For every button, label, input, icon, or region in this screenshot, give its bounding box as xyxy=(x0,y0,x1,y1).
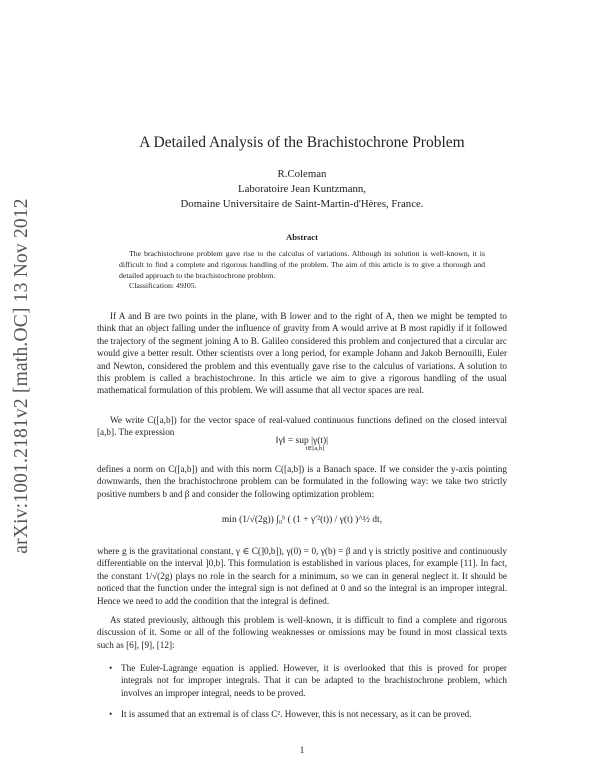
paragraph-intro xyxy=(97,310,507,397)
arxiv-stamp xyxy=(2,176,42,576)
classification: Classification: 49J05. xyxy=(129,281,197,291)
paragraph-1: If A and B are two points in the plane, with B lower and to the right of A, then we might be tempted to think that an object falling under the influence of gravity from A would arrive at B most rapidly if it followed the trajectory of the segment joining A to B. Galileo considered this problem and conjectured that a circular arc would give a better result. Other scientists over a long period, for example Johann and Jakob Bernouilli, Euler and Newton, considered the problem and this eventually gave rise to the calculus of variations. A solution to this problem is called a brachistochrone. In this article we aim to give a rigorous handling of the usual mathematical formulation of this problem. We will assume that all vector spaces are real. xyxy=(97,311,507,396)
list-item: • The Euler-Lagrange equation is applied. However, it is overlooked that this is proved for proper integrals not for improper integrals. That it can be adapted to the brachistochrone problem, which involves an improper integral, needs to be proved. xyxy=(121,662,507,699)
equation-brachistochrone xyxy=(97,515,507,525)
paragraph-2: We write C([a,b]) for the vector space of real-valued continuous functions defined on the closed interval [a,b]. The expression xyxy=(97,415,507,438)
abstract-heading: Abstract xyxy=(286,232,318,242)
arxiv-id: arXiv:1001.2181v2 [math.OC] 13 Nov 2012 xyxy=(11,198,32,554)
page-number: 1 xyxy=(299,746,305,756)
paragraph-formulation xyxy=(97,463,507,500)
author-name: R.Coleman xyxy=(277,168,327,180)
abstract xyxy=(119,249,485,292)
paper-title: A Detailed Analysis of the Brachistochrone Problem xyxy=(139,134,465,151)
paragraph-weaknesses xyxy=(97,614,507,651)
paragraph-constraints xyxy=(97,545,507,607)
paragraph-4: where g is the gravitational constant, γ ∈ C(]0,b]), γ(0) = 0, γ(b) = β and γ is strictly positive and continuously differentiable on the interval ]0,b]. This formulation is established in various places, for example [11]. In fact, the constant 1/√(2g) plays no role in the search for a minimum, so we can in general neglect it. It should be noticed that the function under the integral sign is not defined at 0 and so the integral is an improper integral. Hence we need to add the condition that the integral is defined. xyxy=(97,546,507,606)
paragraph-3: defines a norm on C([a,b]) and with this norm C([a,b]) is a Banach space. If we consider the y-axis pointing downwards, then the brachistochrone problem can be formulated in the following way: we take two strictly positive numbers b and β and consider the following optimization problem: xyxy=(97,464,507,499)
abstract-text: The brachistochrone problem gave rise to the calculus of variations. Although its solution is well-known, it is difficult to find a complete and rigorous handling of the problem. The aim of this article is to give a thorough and detailed approach to the brachistochrone problem. xyxy=(119,249,485,280)
affiliation-line-2: Domaine Universitaire de Saint-Martin-d'Hères, France. xyxy=(180,198,424,210)
paragraph-5: As stated previously, although this problem is well-known, it is difficult to find a complete and rigorous discussion of it. Some or all of the following weaknesses or omissions may be found in most classical texts such as [6], [9], [12]: xyxy=(97,615,507,650)
list-item: • It is assumed that an extremal is of class C². However, this is not necessary, as it can be proved. xyxy=(121,708,507,720)
equation-norm-main: ‖γ‖ = sup |γ(t)| xyxy=(275,436,329,446)
affiliation-line-1: Laboratoire Jean Kuntzmann, xyxy=(237,183,366,195)
author-block xyxy=(97,167,507,212)
equation-norm-sub: t∈[a,b] xyxy=(305,445,325,452)
equation-integral: min (1/√(2g)) ∫₀ᵇ ( (1 + γ′²(t)) / γ(t) )^½ dt, xyxy=(221,515,383,525)
weakness-list xyxy=(97,662,507,730)
equation-norm xyxy=(97,436,507,452)
